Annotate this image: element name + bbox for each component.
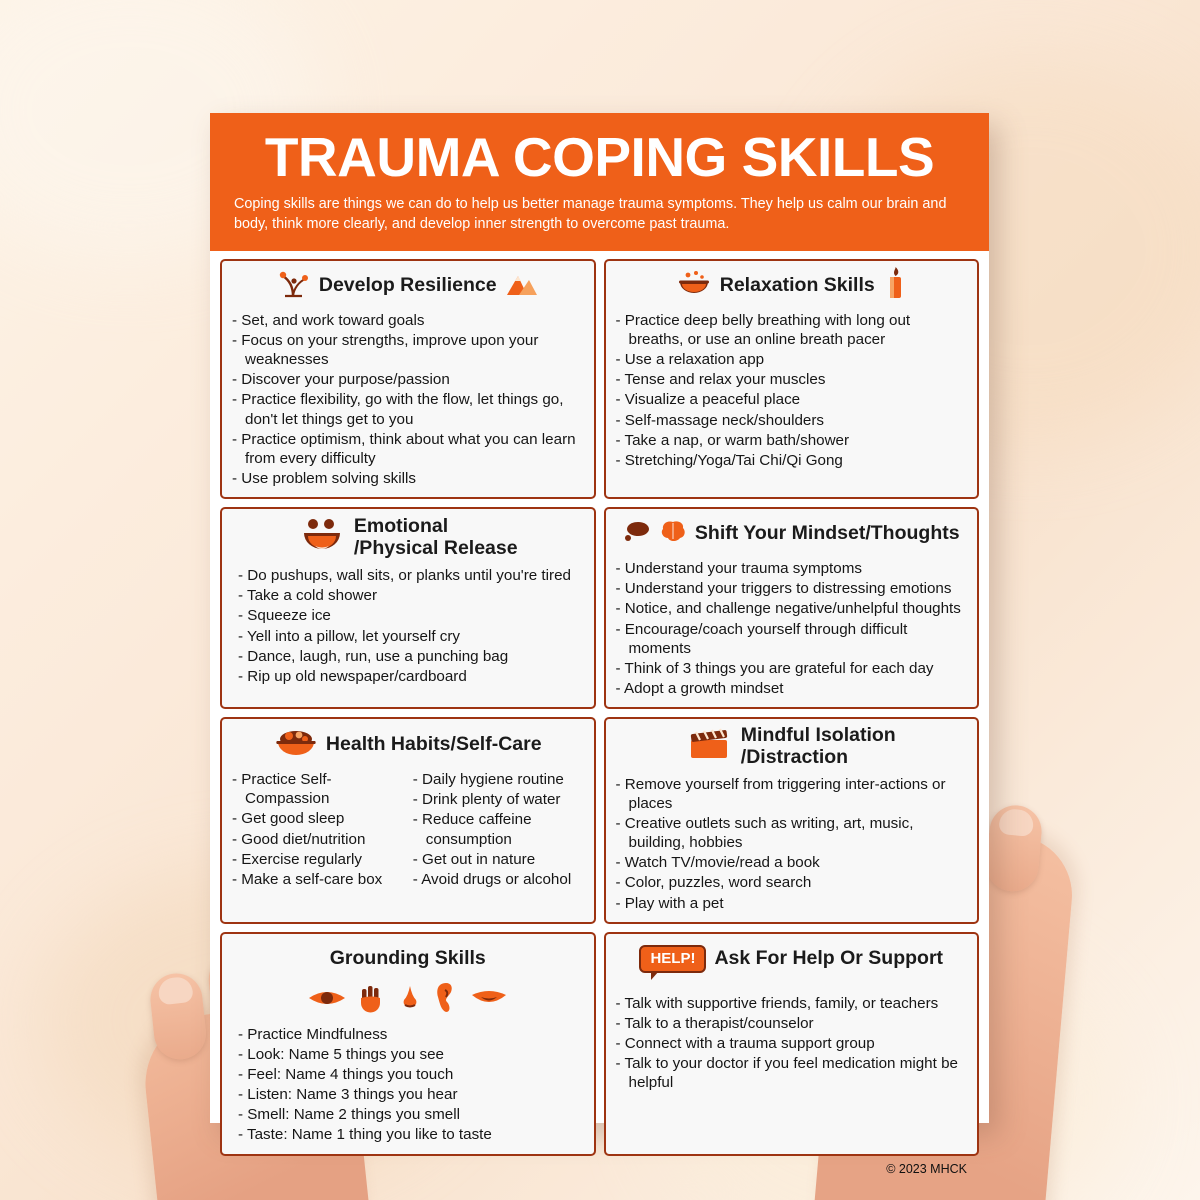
list-item: - Dance, laugh, run, use a punching bag <box>238 647 584 666</box>
list-item: - Remove yourself from triggering inter-actions or places <box>616 775 968 813</box>
salad-bowl-icon <box>274 725 318 764</box>
card-items <box>232 311 584 488</box>
list-item: - Color, puzzles, word search <box>616 873 968 892</box>
card-develop-resilience <box>220 259 596 499</box>
list-item: - Focus on your strengths, improve upon your weaknesses <box>232 331 584 369</box>
list-item: - Get good sleep <box>232 809 403 828</box>
mountain-icon <box>505 268 539 303</box>
card-items <box>616 994 968 1093</box>
card-mindful-isolation <box>604 717 980 924</box>
candle-icon <box>883 267 907 304</box>
list-item: - Self-massage neck/shoulders <box>616 411 968 430</box>
card-title <box>741 725 896 769</box>
list-item: - Connect with a trauma support group <box>616 1034 968 1053</box>
card-items <box>616 559 968 698</box>
card-header <box>232 940 584 978</box>
list-item: - Reduce caffeine consumption <box>413 810 584 848</box>
card-items <box>238 566 584 686</box>
list-item: - Take a nap, or warm bath/shower <box>616 431 968 450</box>
card-title-line1: Emotional <box>353 514 449 537</box>
card-title-line1: Mindful Isolation <box>740 724 896 747</box>
list-item: - Creative outlets such as writing, art, music, building, hobbies <box>616 814 968 852</box>
card-items <box>616 311 968 470</box>
list-item: - Practice flexibility, go with the flow, let things go, don't let things get to you <box>232 390 584 428</box>
card-title: Relaxation Skills <box>719 273 875 296</box>
list-item: - Use a relaxation app <box>616 350 968 369</box>
list-item: - Look: Name 5 things you see <box>238 1045 584 1064</box>
list-item: - Tense and relax your muscles <box>616 370 968 389</box>
card-title <box>354 516 518 560</box>
card-relaxation-skills <box>604 259 980 499</box>
card-header <box>616 267 968 305</box>
list-item: - Discover your purpose/passion <box>232 370 584 389</box>
list-item: - Practice Mindfulness <box>238 1025 584 1044</box>
list-item: - Make a self-care box <box>232 870 403 889</box>
card-items <box>232 770 584 890</box>
card-header <box>616 515 968 553</box>
list-item: - Set, and work toward goals <box>232 311 584 330</box>
card-header <box>232 267 584 305</box>
list-item: - Daily hygiene routine <box>413 770 584 789</box>
list-item: - Drink plenty of water <box>413 790 584 809</box>
list-item: - Smell: Name 2 things you smell <box>238 1105 584 1124</box>
list-item: - Practice Self-Compassion <box>232 770 403 808</box>
list-item: - Yell into a pillow, let yourself cry <box>238 627 584 646</box>
nose-icon <box>397 983 423 1018</box>
list-item: - Encourage/coach yourself through difficult moments <box>616 620 968 658</box>
card-health-habits <box>220 717 596 924</box>
skills-grid <box>210 251 989 1160</box>
card-items-column-2 <box>413 770 584 890</box>
list-item: - Play with a pet <box>616 894 968 913</box>
list-item: - Exercise regularly <box>232 850 403 869</box>
list-item: - Understand your trauma symptoms <box>616 559 968 578</box>
card-title-line2: /Physical Release <box>353 536 518 559</box>
list-item: - Listen: Name 3 things you hear <box>238 1085 584 1104</box>
list-item: - Practice optimism, think about what you can learn from every difficulty <box>232 430 584 468</box>
clapperboard-icon <box>687 726 733 767</box>
card-header <box>232 515 584 560</box>
card-grounding-skills <box>220 932 596 1156</box>
list-item: - Squeeze ice <box>238 606 584 625</box>
sprout-icon <box>277 268 311 303</box>
list-item: - Notice, and challenge negative/unhelpful thoughts <box>616 599 968 618</box>
copyright-footer: © 2023 MHCK <box>886 1161 967 1176</box>
card-title-line2: /Distraction <box>740 745 849 768</box>
card-items <box>238 1025 584 1145</box>
brain-icon <box>659 519 687 550</box>
card-title: Grounding Skills <box>329 946 486 969</box>
list-item: - Watch TV/movie/read a book <box>616 853 968 872</box>
list-item: - Take a cold shower <box>238 586 584 605</box>
card-emotional-physical-release <box>220 507 596 709</box>
list-item: - Good diet/nutrition <box>232 830 403 849</box>
list-item: - Talk to your doctor if you feel medication might be helpful <box>616 1054 968 1092</box>
list-item: - Practice deep belly breathing with long out breaths, or use an online breath pacer <box>616 311 968 349</box>
card-items <box>616 775 968 913</box>
poster-subtitle: Coping skills are things we can do to help us better manage trauma symptoms. They help us calm our brain and body, think more clearly, and develop inner strength to overcome past trauma. <box>234 196 947 232</box>
poster <box>210 113 989 1176</box>
list-item: - Understand your triggers to distressing emotions <box>616 579 968 598</box>
mouth-icon <box>469 986 509 1015</box>
list-item: - Rip up old newspaper/cardboard <box>238 667 584 686</box>
card-shift-your-mindset <box>604 507 980 709</box>
list-item: - Avoid drugs or alcohol <box>413 870 584 889</box>
list-item: - Stretching/Yoga/Tai Chi/Qi Gong <box>616 451 968 470</box>
list-item: - Do pushups, wall sits, or planks until you're tired <box>238 566 584 585</box>
card-title: Develop Resilience <box>318 273 497 296</box>
card-ask-for-help <box>604 932 980 1156</box>
fingernail <box>157 976 194 1005</box>
ear-icon <box>433 982 459 1019</box>
laughing-face-icon <box>298 515 346 560</box>
card-title: Health Habits/Self-Care <box>325 732 542 755</box>
card-title: Shift Your Mindset/Thoughts <box>694 522 960 545</box>
poster-header <box>210 113 989 251</box>
eye-icon <box>307 985 347 1016</box>
list-item: - Visualize a peaceful place <box>616 390 968 409</box>
list-item: - Feel: Name 4 things you touch <box>238 1065 584 1084</box>
finger <box>984 803 1043 893</box>
list-item: - Get out in nature <box>413 850 584 869</box>
page-title: TRAUMA COPING SKILLS <box>264 126 935 188</box>
list-item: - Taste: Name 1 thing you like to taste <box>238 1125 584 1144</box>
fingernail <box>998 808 1034 837</box>
card-header <box>616 940 968 978</box>
card-header <box>616 725 968 769</box>
thought-bubble-icon <box>623 519 651 550</box>
list-item: - Think of 3 things you are grateful for each day <box>616 659 968 678</box>
help-speech-bubble-icon: HELP! <box>639 945 706 973</box>
card-items-column-1 <box>232 770 403 890</box>
bath-bowl-icon <box>676 268 712 303</box>
senses-icon-row <box>232 982 584 1019</box>
hand-icon <box>357 983 387 1018</box>
list-item: - Talk to a therapist/counselor <box>616 1014 968 1033</box>
list-item: - Adopt a growth mindset <box>616 679 968 698</box>
list-item: - Use problem solving skills <box>232 469 584 488</box>
card-title: Ask For Help Or Support <box>714 946 944 969</box>
list-item: - Talk with supportive friends, family, or teachers <box>616 994 968 1013</box>
card-header <box>232 725 584 764</box>
